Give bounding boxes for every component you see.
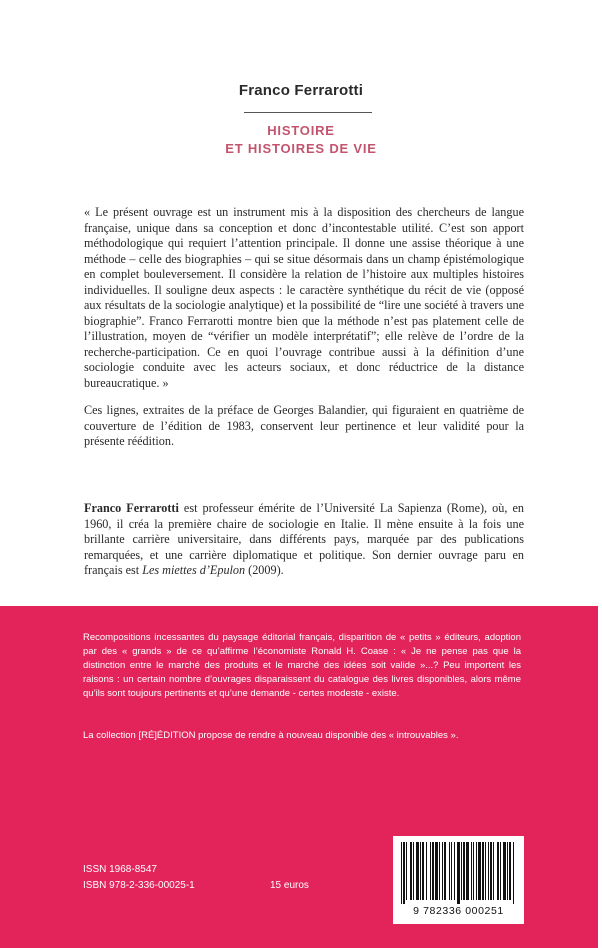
barcode-bar (478, 842, 481, 900)
book-title (0, 122, 602, 158)
barcode-bar (500, 842, 501, 900)
bio-book-title: Les miettes d’Epulon (142, 563, 246, 577)
collection-description: Recompositions incessantes du paysage éditorial français, disparition de « petits » éditeurs, adoption par des « grands » de ce qu’affirme l’économiste Ronald H. Coase : « Je ne pense pas que la distinction entre le marché des produits et le marché des idées soit valide »...? Peu importent les raisons : un certain nombre d’ouvrages disparaissent du catalogue des livres disponibles, alors même qu’ils sont toujours pertinents et qu’une demande - certes modeste - existe. (83, 632, 521, 699)
author-name: Franco Ferrarotti (238, 82, 364, 99)
barcode-bar (461, 842, 462, 900)
barcode-bar (451, 842, 452, 900)
barcode-bar (403, 842, 405, 904)
barcode-bar (413, 842, 414, 900)
barcode-bar (473, 842, 474, 900)
collection-statement: La collection [RÉ]ÉDITION propose de rendre à nouveau disponible des « introuvables ». (83, 730, 459, 741)
barcode-bar (490, 842, 492, 900)
bio-text: est professeur émérite de l’Université La Sapienza (Rome), où, en 1960, il créa la première chaire de sociologie en Italie. Il mène ensuite à la fois une brillante carrière universitaire, dans différents pays, marquée par des publications remarquées, et une carrière diplomatique et politique. Son dernier ouvrage paru en français est (84, 501, 524, 577)
barcode-bar (401, 842, 402, 904)
barcode-bar (513, 842, 514, 904)
barcode-bar (410, 842, 412, 900)
barcode-bar (430, 842, 431, 900)
bio-author-name: Franco Ferrarotti (84, 501, 179, 515)
barcode-bar (507, 842, 508, 900)
barcode-bar (454, 842, 455, 900)
barcode-bar (444, 842, 446, 900)
barcode-bar (422, 842, 424, 900)
barcode-bar (476, 842, 477, 900)
preface-quote: « Le présent ouvrage est un instrument mis à la disposition des chercheurs de langue française, unique dans sa conception et donc d’incontestable utilité. C’est son apport méthodologique qui requiert l’attention principale. Il donne une assise théorique à une méthode – celle des biographies – qui se situe désormais dans un champ épistémologique en complet bouleversement. Il considère la relation de l’histoire aux multiples histoires individuelles. Il souligne deux aspects : le caractère synthétique du récit de vie (opposé aux résultats de la sociologie analytique) et la possibilité de “lire une société à travers une biographie”. Franco Ferrarotti montre bien que la méthode n’est pas platement celle de l’illustration, moyen de “vérifier un modèle interprétatif”; elle relève de l’ordre de la recherche-participation. Ce en quoi l’ouvrage contribue aussi à la définition d’une sociologie conduite avec les acteurs sociaux, et donc réductrice de la distance bureaucratique. » (84, 205, 524, 390)
barcode-number: 9 782336 000251 (413, 905, 504, 917)
barcode-bar (432, 842, 434, 900)
isbn-number: ISBN 978-2-336-00025-1 (83, 880, 195, 891)
context-paragraph: Ces lignes, extraites de la préface de Georges Balandier, qui figuraient en quatrième de couverture de l’édition de 1983, conservent leur pertinence et leur validité pour la présente réédition. (84, 403, 524, 448)
barcode-bar (442, 842, 443, 900)
title-divider (244, 112, 372, 113)
barcode-bar (466, 842, 469, 900)
price-label: 15 euros (270, 880, 309, 891)
barcode-bar (457, 842, 460, 904)
barcode-bar (420, 842, 421, 900)
barcode (393, 836, 524, 924)
barcode-bar (463, 842, 465, 900)
barcode-bar (503, 842, 506, 900)
barcode-bars-icon (399, 842, 518, 904)
barcode-bar (426, 842, 427, 900)
bio-end: (2009). (245, 563, 284, 577)
barcode-bar (471, 842, 472, 900)
barcode-bar (493, 842, 494, 900)
barcode-bar (435, 842, 438, 900)
barcode-bar (488, 842, 489, 900)
barcode-bar (406, 842, 407, 900)
book-title-line2: ET HISTOIRES DE VIE (225, 141, 377, 156)
barcode-bar (509, 842, 511, 900)
barcode-bar (449, 842, 450, 900)
barcode-bar (497, 842, 499, 900)
book-title-line1: HISTOIRE (267, 123, 335, 138)
barcode-bar (485, 842, 486, 900)
issn-number: ISSN 1968-8547 (83, 864, 157, 875)
barcode-bar (416, 842, 419, 900)
barcode-bar (482, 842, 484, 900)
author-bio (84, 501, 524, 579)
barcode-bar (439, 842, 440, 900)
